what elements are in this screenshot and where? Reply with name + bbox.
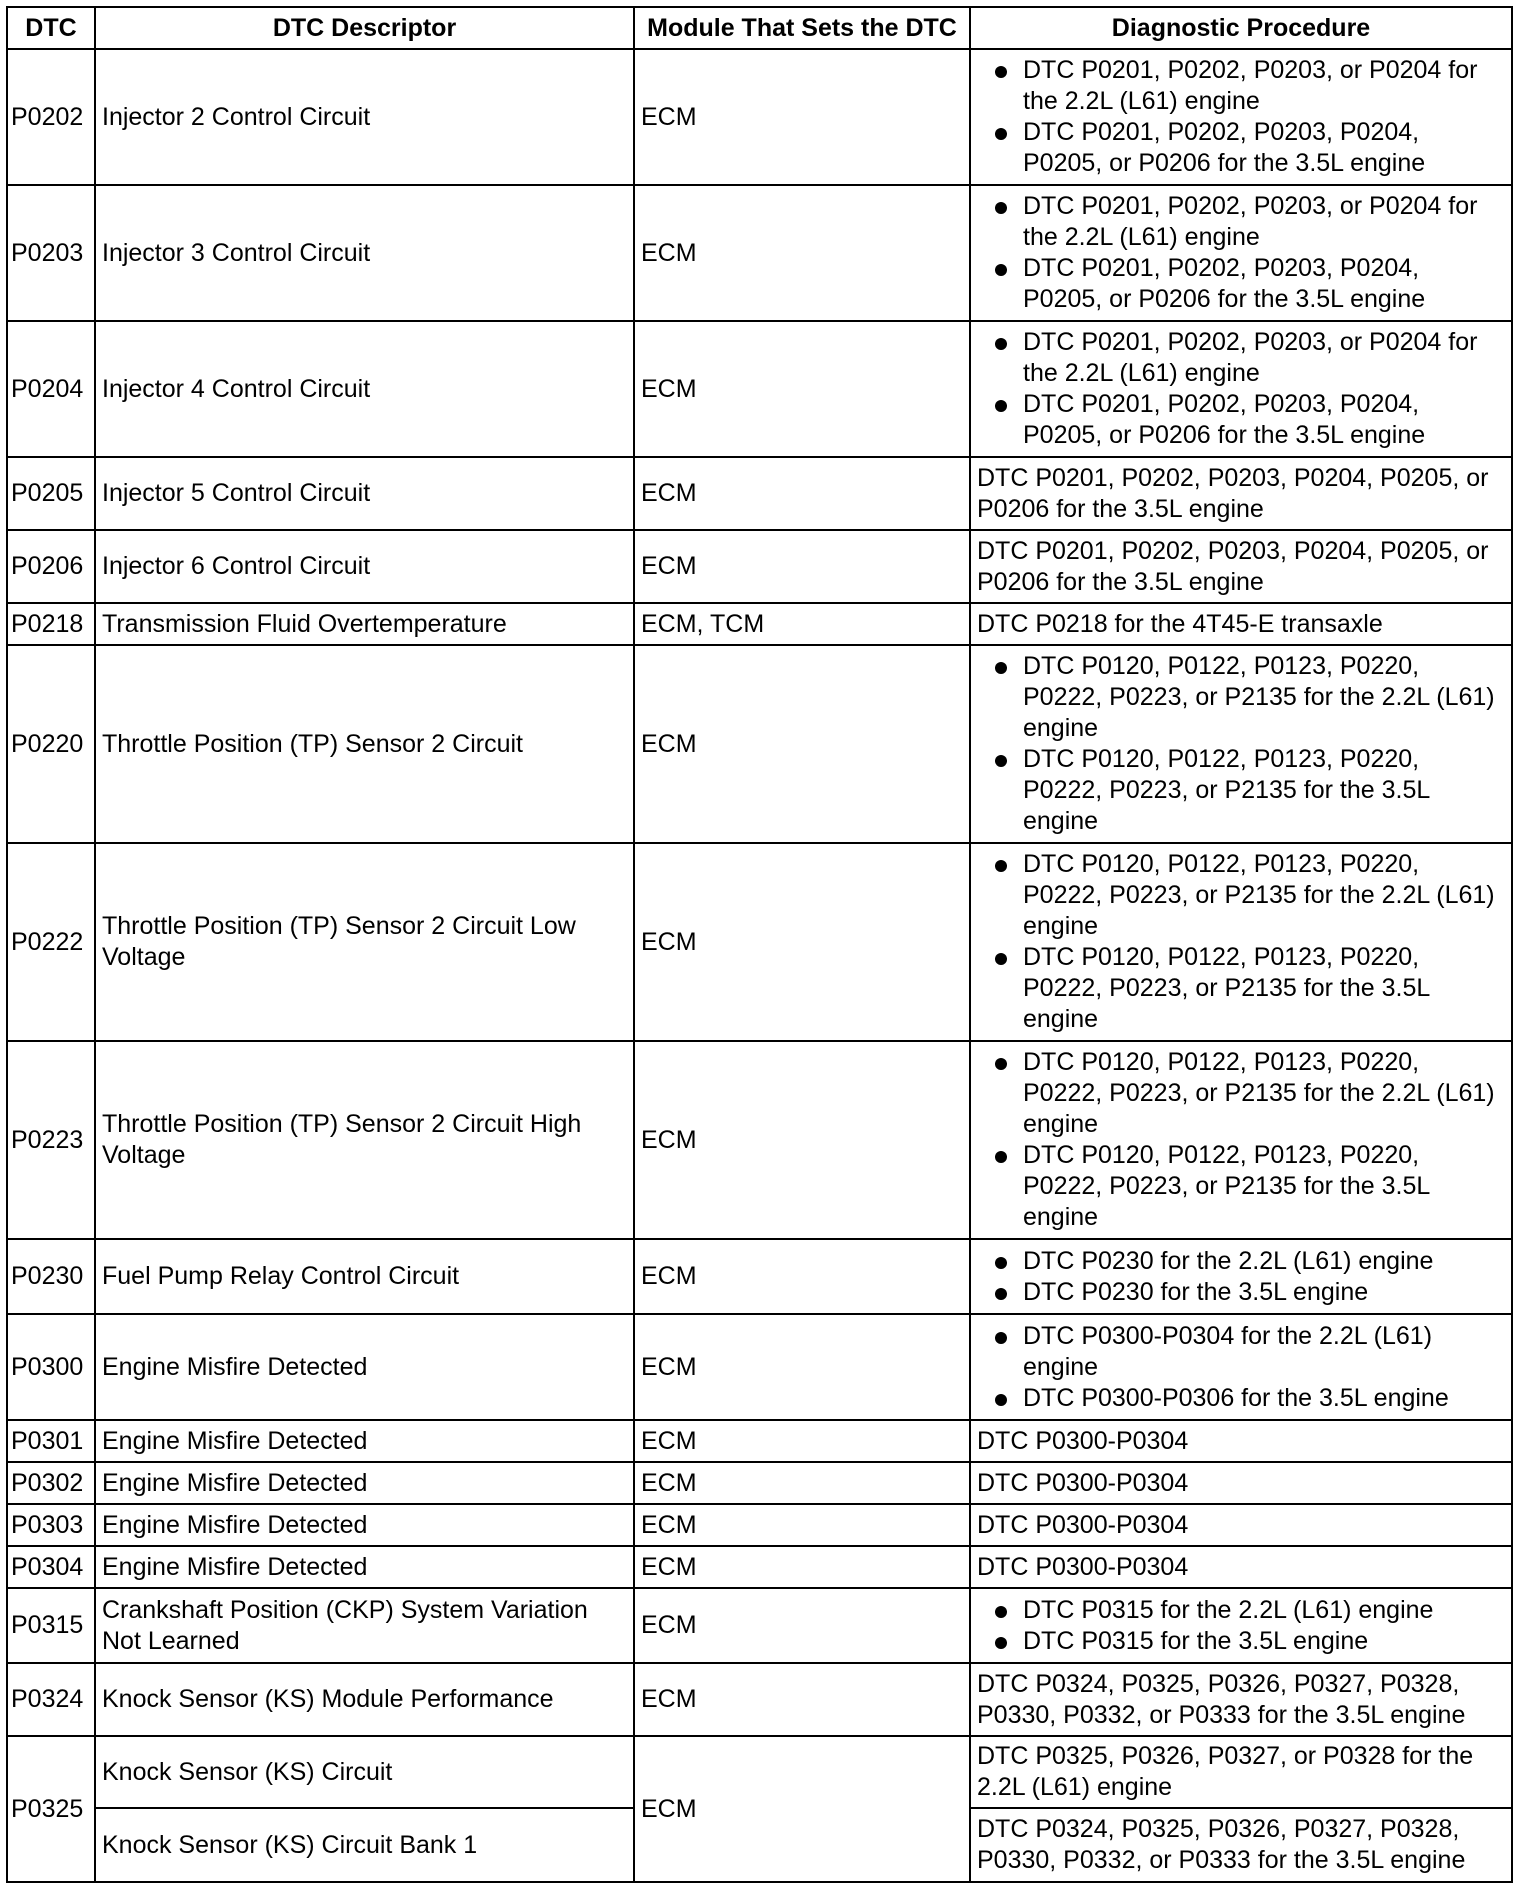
procedure-item: DTC P0120, P0122, P0123, P0220, P0222, P0223, or P2135 for the 2.2L (L61) engine bbox=[977, 651, 1505, 744]
table-row bbox=[7, 603, 1512, 645]
dtc-descriptor: Throttle Position (TP) Sensor 2 Circuit Low Voltage bbox=[95, 843, 634, 1041]
table-row bbox=[7, 185, 1512, 321]
table-row bbox=[7, 1663, 1512, 1736]
diagnostic-procedure: DTC P0300-P0304 bbox=[970, 1462, 1512, 1504]
table-body bbox=[7, 49, 1512, 1882]
diagnostic-procedure: DTC P0324, P0325, P0326, P0327, P0328, P0330, P0332, or P0333 for the 3.5L engine bbox=[970, 1663, 1512, 1736]
procedure-list bbox=[977, 327, 1505, 451]
dtc-code: P0202 bbox=[7, 49, 95, 185]
dtc-descriptor: Knock Sensor (KS) Circuit bbox=[95, 1736, 634, 1808]
dtc-descriptor: Injector 4 Control Circuit bbox=[95, 321, 634, 457]
diagnostic-procedure: DTC P0324, P0325, P0326, P0327, P0328, P0330, P0332, or P0333 for the 3.5L engine bbox=[970, 1808, 1512, 1882]
dtc-descriptor: Engine Misfire Detected bbox=[95, 1504, 634, 1546]
module: ECM bbox=[634, 530, 970, 603]
diagnostic-procedure bbox=[970, 1314, 1512, 1420]
module: ECM bbox=[634, 843, 970, 1041]
diagnostic-procedure bbox=[970, 1239, 1512, 1314]
table-row bbox=[7, 843, 1512, 1041]
dtc-descriptor: Injector 6 Control Circuit bbox=[95, 530, 634, 603]
dtc-code: P0303 bbox=[7, 1504, 95, 1546]
procedure-list bbox=[977, 55, 1505, 179]
diagnostic-procedure: DTC P0201, P0202, P0203, P0204, P0205, or P0206 for the 3.5L engine bbox=[970, 457, 1512, 530]
procedure-item: DTC P0201, P0202, P0203, or P0204 for the 2.2L (L61) engine bbox=[977, 191, 1505, 253]
module: ECM bbox=[634, 1504, 970, 1546]
module: ECM bbox=[634, 1314, 970, 1420]
dtc-code: P0325 bbox=[7, 1736, 95, 1882]
procedure-list bbox=[977, 1047, 1505, 1233]
diagnostic-procedure: DTC P0201, P0202, P0203, P0204, P0205, or P0206 for the 3.5L engine bbox=[970, 530, 1512, 603]
table-row bbox=[7, 1462, 1512, 1504]
dtc-descriptor: Engine Misfire Detected bbox=[95, 1314, 634, 1420]
dtc-code: P0315 bbox=[7, 1588, 95, 1663]
procedure-list bbox=[977, 1595, 1505, 1657]
dtc-descriptor: Throttle Position (TP) Sensor 2 Circuit bbox=[95, 645, 634, 843]
dtc-code: P0206 bbox=[7, 530, 95, 603]
dtc-descriptor: Engine Misfire Detected bbox=[95, 1420, 634, 1462]
module: ECM bbox=[634, 1546, 970, 1588]
dtc-descriptor: Knock Sensor (KS) Circuit Bank 1 bbox=[95, 1808, 634, 1882]
dtc-code: P0301 bbox=[7, 1420, 95, 1462]
dtc-code: P0220 bbox=[7, 645, 95, 843]
table-row bbox=[7, 1736, 1512, 1808]
diagnostic-procedure: DTC P0300-P0304 bbox=[970, 1420, 1512, 1462]
module: ECM bbox=[634, 49, 970, 185]
table-row bbox=[7, 1420, 1512, 1462]
module: ECM bbox=[634, 645, 970, 843]
procedure-item: DTC P0120, P0122, P0123, P0220, P0222, P0223, or P2135 for the 2.2L (L61) engine bbox=[977, 849, 1505, 942]
table-row bbox=[7, 530, 1512, 603]
dtc-code: P0223 bbox=[7, 1041, 95, 1239]
procedure-item: DTC P0315 for the 2.2L (L61) engine bbox=[977, 1595, 1505, 1626]
procedure-item: DTC P0201, P0202, P0203, or P0204 for the 2.2L (L61) engine bbox=[977, 55, 1505, 117]
dtc-code: P0204 bbox=[7, 321, 95, 457]
module: ECM bbox=[634, 1588, 970, 1663]
module: ECM bbox=[634, 185, 970, 321]
procedure-list bbox=[977, 849, 1505, 1035]
dtc-code: P0302 bbox=[7, 1462, 95, 1504]
module: ECM bbox=[634, 1462, 970, 1504]
table-row bbox=[7, 1546, 1512, 1588]
module: ECM bbox=[634, 1420, 970, 1462]
dtc-table bbox=[6, 6, 1513, 1883]
dtc-code: P0304 bbox=[7, 1546, 95, 1588]
table-row bbox=[7, 1041, 1512, 1239]
table-row bbox=[7, 321, 1512, 457]
diagnostic-procedure bbox=[970, 185, 1512, 321]
module: ECM bbox=[634, 1239, 970, 1314]
header-module: Module That Sets the DTC bbox=[634, 7, 970, 49]
procedure-item: DTC P0120, P0122, P0123, P0220, P0222, P0223, or P2135 for the 3.5L engine bbox=[977, 1140, 1505, 1233]
dtc-code: P0218 bbox=[7, 603, 95, 645]
procedure-list bbox=[977, 1246, 1505, 1308]
procedure-item: DTC P0230 for the 2.2L (L61) engine bbox=[977, 1246, 1505, 1277]
procedure-item: DTC P0300-P0304 for the 2.2L (L61) engine bbox=[977, 1321, 1505, 1383]
table-row bbox=[7, 1504, 1512, 1546]
dtc-descriptor: Engine Misfire Detected bbox=[95, 1462, 634, 1504]
diagnostic-procedure bbox=[970, 843, 1512, 1041]
module: ECM bbox=[634, 457, 970, 530]
header-descriptor: DTC Descriptor bbox=[95, 7, 634, 49]
dtc-code: P0222 bbox=[7, 843, 95, 1041]
table-row bbox=[7, 1314, 1512, 1420]
header-dtc: DTC bbox=[7, 7, 95, 49]
module: ECM bbox=[634, 1041, 970, 1239]
procedure-item: DTC P0201, P0202, P0203, P0204, P0205, or P0206 for the 3.5L engine bbox=[977, 117, 1505, 179]
header-row bbox=[7, 7, 1512, 49]
dtc-code: P0230 bbox=[7, 1239, 95, 1314]
diagnostic-procedure: DTC P0300-P0304 bbox=[970, 1546, 1512, 1588]
procedure-item: DTC P0120, P0122, P0123, P0220, P0222, P0223, or P2135 for the 3.5L engine bbox=[977, 942, 1505, 1035]
table-row bbox=[7, 645, 1512, 843]
dtc-descriptor: Injector 5 Control Circuit bbox=[95, 457, 634, 530]
dtc-descriptor: Throttle Position (TP) Sensor 2 Circuit High Voltage bbox=[95, 1041, 634, 1239]
diagnostic-procedure: DTC P0300-P0304 bbox=[970, 1504, 1512, 1546]
dtc-descriptor: Injector 2 Control Circuit bbox=[95, 49, 634, 185]
table-row bbox=[7, 457, 1512, 530]
dtc-descriptor: Crankshaft Position (CKP) System Variation Not Learned bbox=[95, 1588, 634, 1663]
dtc-descriptor: Knock Sensor (KS) Module Performance bbox=[95, 1663, 634, 1736]
procedure-list bbox=[977, 191, 1505, 315]
table-row bbox=[7, 49, 1512, 185]
header-procedure: Diagnostic Procedure bbox=[970, 7, 1512, 49]
procedure-item: DTC P0315 for the 3.5L engine bbox=[977, 1626, 1505, 1657]
diagnostic-procedure: DTC P0218 for the 4T45-E transaxle bbox=[970, 603, 1512, 645]
table-row bbox=[7, 1588, 1512, 1663]
dtc-descriptor: Fuel Pump Relay Control Circuit bbox=[95, 1239, 634, 1314]
dtc-descriptor: Injector 3 Control Circuit bbox=[95, 185, 634, 321]
procedure-list bbox=[977, 1321, 1505, 1414]
dtc-descriptor: Engine Misfire Detected bbox=[95, 1546, 634, 1588]
procedure-item: DTC P0120, P0122, P0123, P0220, P0222, P0223, or P2135 for the 3.5L engine bbox=[977, 744, 1505, 837]
diagnostic-procedure bbox=[970, 1041, 1512, 1239]
procedure-item: DTC P0300-P0306 for the 3.5L engine bbox=[977, 1383, 1505, 1414]
module: ECM bbox=[634, 1663, 970, 1736]
module: ECM, TCM bbox=[634, 603, 970, 645]
module: ECM bbox=[634, 321, 970, 457]
diagnostic-procedure bbox=[970, 321, 1512, 457]
table-row bbox=[7, 1239, 1512, 1314]
dtc-code: P0203 bbox=[7, 185, 95, 321]
procedure-item: DTC P0201, P0202, P0203, P0204, P0205, or P0206 for the 3.5L engine bbox=[977, 253, 1505, 315]
dtc-descriptor: Transmission Fluid Overtemperature bbox=[95, 603, 634, 645]
diagnostic-procedure: DTC P0325, P0326, P0327, or P0328 for the 2.2L (L61) engine bbox=[970, 1736, 1512, 1808]
dtc-code: P0300 bbox=[7, 1314, 95, 1420]
dtc-code: P0205 bbox=[7, 457, 95, 530]
diagnostic-procedure bbox=[970, 1588, 1512, 1663]
procedure-item: DTC P0201, P0202, P0203, or P0204 for the 2.2L (L61) engine bbox=[977, 327, 1505, 389]
diagnostic-procedure bbox=[970, 645, 1512, 843]
procedure-item: DTC P0201, P0202, P0203, P0204, P0205, or P0206 for the 3.5L engine bbox=[977, 389, 1505, 451]
procedure-list bbox=[977, 651, 1505, 837]
module: ECM bbox=[634, 1736, 970, 1882]
dtc-code: P0324 bbox=[7, 1663, 95, 1736]
procedure-item: DTC P0120, P0122, P0123, P0220, P0222, P0223, or P2135 for the 2.2L (L61) engine bbox=[977, 1047, 1505, 1140]
diagnostic-procedure bbox=[970, 49, 1512, 185]
procedure-item: DTC P0230 for the 3.5L engine bbox=[977, 1277, 1505, 1308]
